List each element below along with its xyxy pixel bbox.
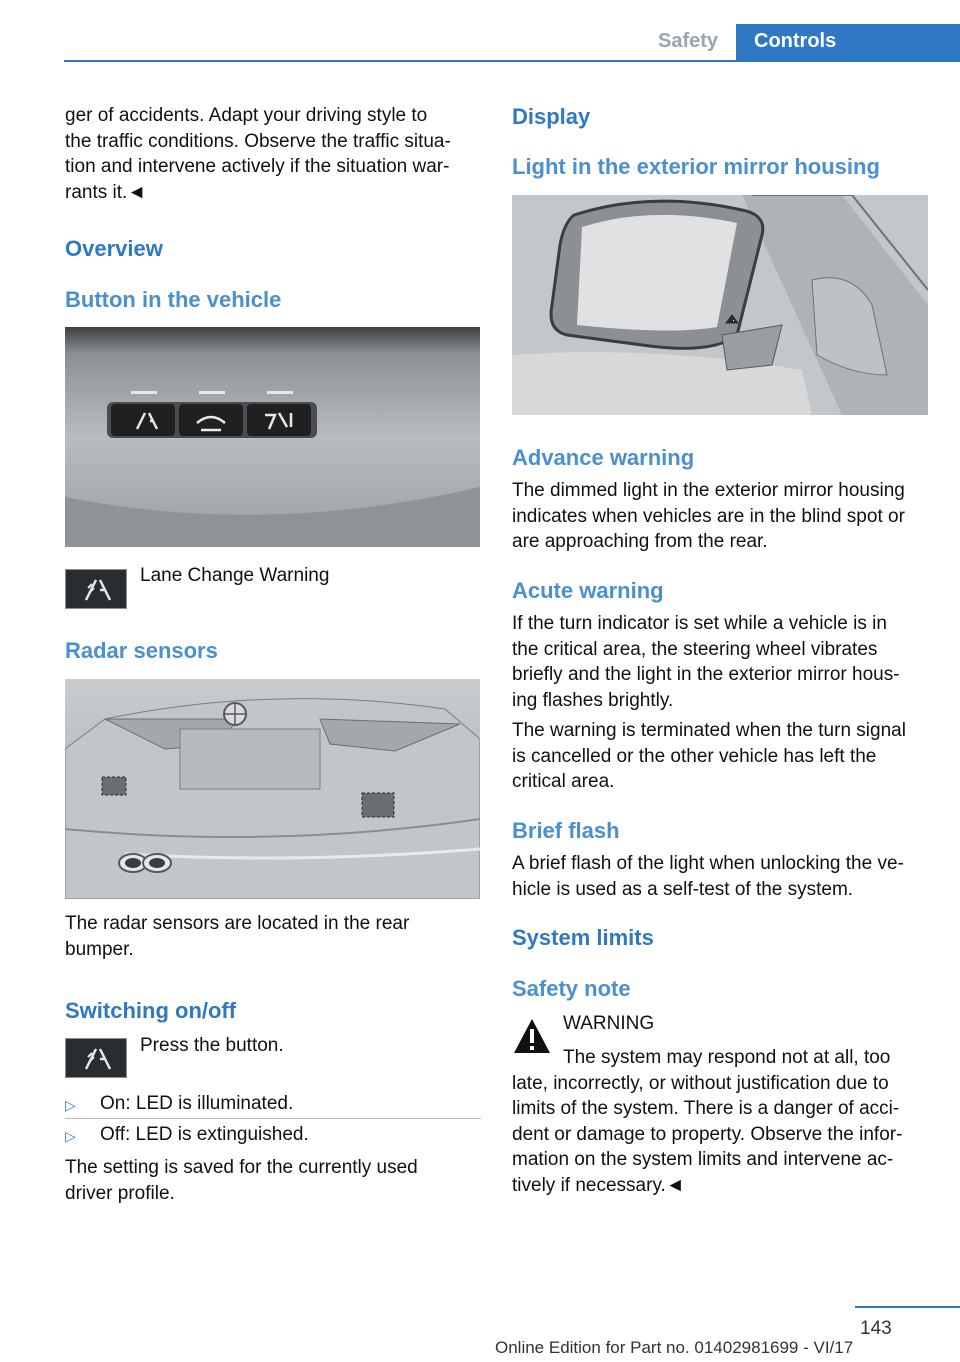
lane-change-warning-label: Lane Change Warning <box>140 565 330 586</box>
saved-line: driver profile. <box>65 1182 175 1204</box>
advance-line: are approaching from the rear. <box>512 531 768 552</box>
acute-line: If the turn indicator is set while a vehicle is in <box>512 613 887 634</box>
button-panel-image <box>65 327 480 547</box>
heading-brief-flash: Brief flash <box>512 818 620 843</box>
terminated-paragraph <box>512 718 932 795</box>
intro-paragraph <box>65 103 481 205</box>
advance-line: The dimmed light in the exterior mirror housing <box>512 480 905 501</box>
acute-line: ing flashes brightly. <box>512 689 674 711</box>
terminated-line: The warning is terminated when the turn signal <box>512 720 906 741</box>
heading-radar-sensors: Radar sensors <box>65 638 218 663</box>
heading-mirror-light: Light in the exterior mirror housing <box>512 154 880 179</box>
rear-bumper-image <box>65 679 480 899</box>
heading-display: Display <box>512 104 591 129</box>
footer-rule <box>855 1306 960 1308</box>
bullet-item: ▷ On: LED is illuminated. <box>65 1091 481 1116</box>
heading-system-limits: System limits <box>512 925 654 950</box>
saved-paragraph <box>65 1155 481 1206</box>
acute-line: briefly and the light in the exterior mirror hous- <box>512 664 900 685</box>
terminated-line: critical area. <box>512 771 615 792</box>
warning-line: dent or damage to property. Observe the infor- <box>512 1123 903 1145</box>
intro-line: tion and intervene actively if the situation war- <box>65 156 450 177</box>
header-rule <box>64 60 960 62</box>
brief-line: A brief flash of the light when unlocking the ve- <box>512 853 904 874</box>
warning-line: tively if necessary.◄ <box>512 1174 685 1196</box>
intro-line: the traffic conditions. Observe the traffic situa- <box>65 130 451 152</box>
warning-line: limits of the system. There is a danger of acci- <box>512 1098 900 1119</box>
divider <box>65 1118 481 1119</box>
press-button-text: Press the button. <box>140 1035 284 1056</box>
saved-line: The setting is saved for the currently used <box>65 1157 418 1178</box>
heading-safety-note: Safety note <box>512 976 631 1001</box>
brief-paragraph <box>512 851 932 902</box>
radar-paragraph <box>65 911 481 962</box>
warning-paragraph <box>512 1045 932 1198</box>
advance-paragraph <box>512 478 932 555</box>
advance-line: indicates when vehicles are in the blind spot or <box>512 505 905 527</box>
acute-line: the critical area, the steering wheel vibrates <box>512 638 878 660</box>
heading-overview: Overview <box>65 236 163 261</box>
warning-line: mation on the system limits and intervene ac- <box>512 1149 894 1170</box>
heading-acute-warning: Acute warning <box>512 578 664 603</box>
page-number: 143 <box>860 1318 892 1339</box>
warning-line: The system may respond not at all, too <box>563 1047 891 1068</box>
tab-controls: Controls <box>736 24 960 62</box>
mirror-image <box>512 195 928 415</box>
radar-line: bumper. <box>65 938 134 960</box>
warning-label: WARNING <box>563 1013 655 1034</box>
acute-paragraph <box>512 611 932 713</box>
heading-button-in-vehicle: Button in the vehicle <box>65 287 282 312</box>
lane-change-warning-icon <box>65 569 127 609</box>
intro-line: ger of accidents. Adapt your driving style to <box>65 105 428 126</box>
warning-line: late, incorrectly, or without justification due to <box>512 1072 889 1094</box>
triangle-bullet-icon: ▷ <box>65 1097 76 1113</box>
heading-advance-warning: Advance warning <box>512 445 695 470</box>
tab-safety: Safety <box>658 30 719 52</box>
lane-change-warning-icon <box>65 1038 127 1078</box>
radar-line: The radar sensors are located in the rear <box>65 913 410 934</box>
intro-line: rants it.◄ <box>65 181 147 203</box>
bullet-item: ▷ Off: LED is extinguished. <box>65 1122 481 1147</box>
footer-edition: Online Edition for Part no. 01402981699 - VI/17 <box>495 1338 854 1357</box>
terminated-line: is cancelled or the other vehicle has left the <box>512 745 877 767</box>
heading-switching: Switching on/off <box>65 998 237 1023</box>
triangle-bullet-icon: ▷ <box>65 1128 76 1144</box>
brief-line: hicle is used as a self-test of the system. <box>512 878 854 900</box>
